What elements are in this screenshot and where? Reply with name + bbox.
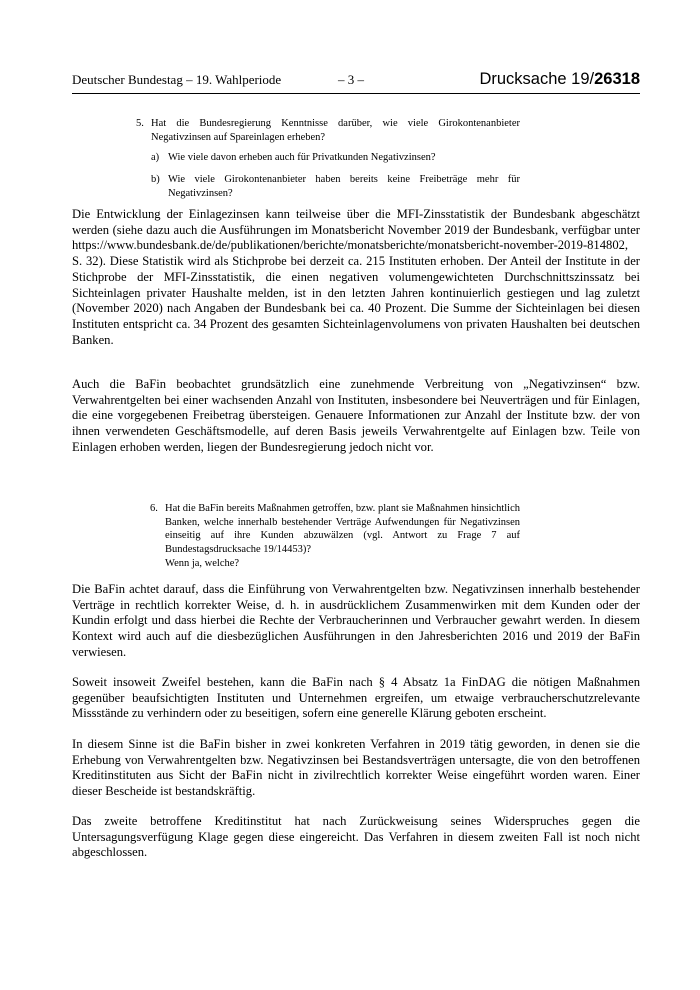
document-label: Drucksache 19/	[479, 70, 595, 88]
question-6-followup: Wenn ja, welche?	[165, 558, 240, 569]
answer-6-paragraph-3: In diesem Sinne ist die BaFin bisher in zwei konkreten Verfahren in 2019 tätig geworden, in denen sie die Erhebung von Verwahrentgelten bzw. Negativzinsen bei Bestandsverträgen untersagte, die von den betroffenen Kreditinstituten aus Sicht der BaFin nicht in zivilrechtlich korrekter Weise eingeführt worden waren. Einer dieser Bescheide ist bestandskräftig.	[72, 737, 640, 799]
answer-6-paragraph-1: Die BaFin achtet darauf, dass die Einführung von Verwahrentgelten bzw. Negativzinsen innerhalb bestehender Verträge in rechtlich korrekter Weise, d. h. in ausdrücklichem Zusammenwirken mit dem Kunden oder der Kundin erfolgt und dass hierbei die Rechte der Verbraucherinnen und Verbraucher gewahrt werden. In diesem Kontext wird auch auf die diesbezüglichen Ausführungen in den Jahresberichten 2016 und 2019 der BaFin verwiesen.	[72, 582, 640, 659]
question-5-number: 5.	[136, 118, 144, 129]
header-divider	[72, 93, 640, 94]
question-5b	[151, 173, 520, 200]
question-5a-label: a)	[151, 152, 160, 163]
page-header	[72, 71, 640, 93]
question-6	[150, 502, 520, 574]
question-5	[136, 117, 520, 202]
answer-5-paragraph-1: Die Entwicklung der Einlagezinsen kann teilweise über die MFI-Zinsstatistik der Bundesbank abgeschätzt werden (siehe dazu auch die Ausführungen im Monatsbericht November 2019 der Bundesbank, verfügbar unter https://www.bundesbank.de/de/publikationen/berichte/monatsberichte/monatsbericht-november-2019-814802, S. 32). Diese Statistik wird als Stichprobe bei derzeit ca. 215 Instituten erhoben. Der Anteil der Institute in der Stichprobe der MFI-Zinsstatistik, die einen negativen volumengewichteten Durchschnittszinssatz bei Sichteinlagen privater Haushalte melden, ist in den letzten Jahren kontinuierlich gestiegen und lag zuletzt (November 2020) nach Angaben der Bundesbank bei ca. 40 Prozent. Die Summe der Sichteinlagen bei diesen Instituten entspricht ca. 34 Prozent des gesamten Sichteinlagenvolumens von privaten Haushalten bei deutschen Banken.	[72, 207, 640, 347]
question-5a	[151, 151, 520, 165]
question-6-number: 6.	[150, 503, 158, 514]
answer-5-paragraph-2: Auch die BaFin beobachtet grundsätzlich eine zunehmende Verbreitung von „Negativzinsen“ bzw. Verwahrentgelten bei einer wachsenden Anzahl von Instituten, insbesondere bei Neuverträgen und für Einlagen, die eine vorgegebenen Freibetrag übersteigen. Genauere Informationen zur Anzahl der Institute bzw. der von ihnen verwendeten Geschäftsmodelle, auf deren Basis jeweils Verwahrentgelte auf Einlagen bzw. Teile von Einlagen erhoben werden, liegen der Bundesregierung jedoch nicht vor.	[72, 377, 640, 454]
answer-6-paragraph-4: Das zweite betroffene Kreditinstitut hat nach Zurückweisung seines Widerspruches gegen die Untersagungsverfügung Klage gegen diese eingereicht. Das Verfahren in diesem zweiten Fall ist noch nicht abgeschlossen.	[72, 814, 640, 860]
header-parliament-period: Deutscher Bundestag – 19. Wahlperiode	[72, 72, 282, 87]
question-6-text: Hat die BaFin bereits Maßnahmen getroffen, bzw. plant sie Maßnahmen hinsichtlich Banken, welche innerhalb bestehender Verträge Aufwendungen für Negativzinsen einseitig auf ihre Kunden abzuwälzen (vgl. Antwort zu Frage 7 auf Bundestagsdrucksache 19/14453)?	[165, 503, 520, 555]
document-number	[479, 69, 640, 89]
document-number-value: 26318	[594, 70, 640, 88]
question-5-text: Hat die Bundesregierung Kenntnisse darüber, wie viele Girokontenanbieter Negativzinsen auf Spareinlagen erheben?	[151, 118, 520, 143]
question-5b-label: b)	[151, 174, 160, 185]
answer-6-paragraph-2: Soweit insoweit Zweifel bestehen, kann die BaFin nach § 4 Absatz 1a FinDAG die nötigen Maßnahmen gegenüber beaufsichtigten Instituten und Unternehmen ergreifen, um etwaige verbraucherschutzrelevante Missstände zu verhindern oder zu beseitigen, sofern eine generelle Klärung geboten erscheint.	[72, 675, 640, 721]
question-5a-text: Wie viele davon erheben auch für Privatkunden Negativzinsen?	[168, 152, 436, 163]
page-number: – 3 –	[338, 72, 364, 87]
question-5b-text: Wie viele Girokontenanbieter haben bereits keine Freibeträge mehr für Negativzinsen?	[168, 174, 520, 199]
